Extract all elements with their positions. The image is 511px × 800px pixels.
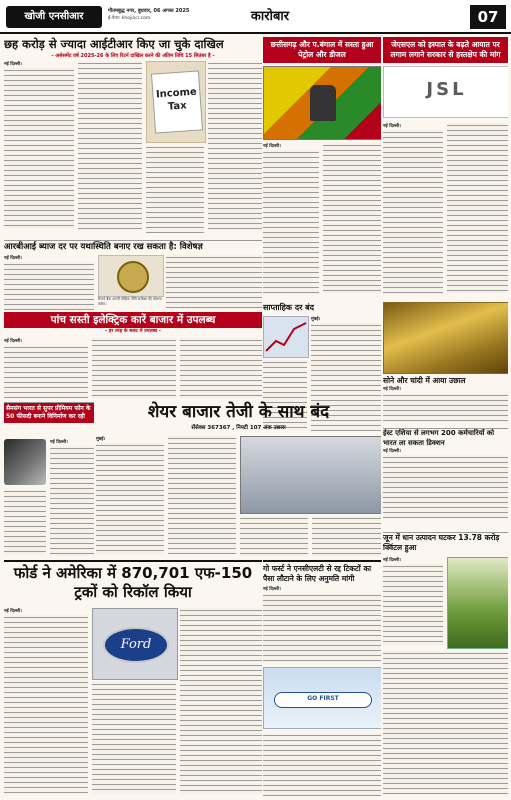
headline: ईस्ट एशिया से लगभग 200 कर्मचारियों को भारत ला सकता डिक्शन: [383, 429, 495, 447]
column-2: [78, 61, 142, 236]
byline: नई दिल्ली।: [4, 339, 22, 344]
article-gold: [383, 302, 508, 424]
gofirst-plane-image: [263, 667, 381, 729]
byline: नई दिल्ली।: [50, 440, 68, 445]
fuel-nozzle-icon: [310, 85, 336, 121]
headline: सैमसंग भारत से सुपर प्रीमियम फोन के 50 फीसदी बनाने विनिर्माण कर रही: [4, 403, 94, 423]
subhead: - असेसमेंट वर्ष 2025-26 के लिए रिटर्न दाखिल करने की अंतिम तिथि 15 सितंबर है -: [51, 53, 215, 59]
headline: फोर्ड ने अमेरिका में 870,701 एफ-150 ट्रकों को रिकॉल किया: [13, 564, 253, 601]
gold-image: [383, 302, 508, 374]
article-fdi: [383, 428, 508, 528]
byline: नई दिल्ली।: [383, 449, 401, 454]
rbi-caption: रिजर्व बैंक अपनी मौद्रिक नीति समीक्षा की घोषणा करेगा।: [98, 297, 162, 306]
article-rbi: [4, 240, 262, 310]
byline: नई दिल्ली।: [383, 387, 401, 392]
headline: शेयर बाजार तेजी के साथ बंद: [147, 402, 330, 422]
masthead-meta: [108, 7, 228, 27]
brand-title: खोजी एनसीआर: [24, 11, 84, 22]
masthead-epaper: ई-पेपर: khojincr.com: [108, 16, 151, 21]
byline: मुंबई।: [96, 437, 106, 442]
byline: नई दिल्ली।: [263, 144, 281, 149]
rbi-logo-image: [98, 255, 164, 297]
subhead: सेंसेक्स 367367 , निफ्टी 107 अंक उछला: [191, 425, 286, 431]
masthead: [0, 0, 511, 34]
paddy-field-image: [447, 557, 508, 649]
headline: सोने और चांदी में आया उछाल: [383, 376, 466, 385]
ford-oval-icon: [103, 627, 169, 663]
jsl-logo-image: [383, 66, 508, 118]
samsung-phone-image: [4, 439, 46, 485]
byline: मुंबई।: [311, 317, 321, 322]
article-jsl: [383, 37, 508, 299]
column-4: [208, 61, 262, 236]
column-1: [4, 61, 74, 236]
article-samsung: [4, 402, 94, 557]
subhead: - हर तरह के बजट में उपलब्ध -: [105, 329, 161, 334]
petrol-pump-image: [263, 66, 381, 140]
article-ev-cars: [4, 312, 262, 400]
headline: जेएसएल को इस्पात के बढ़ते आयात पर लगाम लगाने सरकार से हस्तक्षेप की मांग: [383, 37, 508, 63]
rbi-emblem-icon: [117, 261, 149, 293]
byline: नई दिल्ली।: [4, 609, 22, 614]
income-tax-image: [146, 61, 206, 143]
market-crowd-image: [240, 436, 381, 514]
headline: साप्ताहिक दर बंद: [263, 303, 314, 312]
byline: नई दिल्ली।: [263, 587, 281, 592]
article-market: [96, 400, 381, 558]
byline: नई दिल्ली।: [4, 62, 22, 67]
headline: पांच सस्ती इलेक्ट्रिक कारें बाजार में उपलब्ध: [4, 312, 262, 328]
masthead-brand: [6, 6, 102, 28]
byline: नई दिल्ली।: [383, 558, 401, 563]
article-petrol: [263, 37, 381, 299]
article-june: [383, 532, 508, 796]
trend-chart-icon: [264, 317, 308, 357]
masthead-date: गौतमबुद्ध नगर, बुधवार, 06 अगस्त 2025: [108, 8, 190, 14]
chart-image: [263, 316, 309, 358]
page-number: 07: [470, 5, 506, 29]
byline: नई दिल्ली।: [383, 124, 401, 129]
gofirst-logo-text: GO FIRST: [307, 695, 339, 702]
section-title: कारोबार: [250, 9, 290, 24]
jsl-logo-text: JSL: [426, 79, 467, 100]
image-label: Income Tax: [155, 86, 198, 113]
article-gofirst: [263, 560, 381, 796]
headline: गो फर्स्ट ने एनसीएलटी से रद्द टिकटों का पैसा लौटाने के लिए अनुमति मांगी: [263, 564, 372, 583]
headline: छत्तीसगढ़ और प.बंगाल में सस्ता हुआ पेट्रोल और डीजल: [263, 37, 381, 63]
article-ford: [4, 560, 262, 796]
headline: आरबीआई ब्याज दर पर यथास्थिति बनाए रख सकता है: विशेषज्ञ: [4, 242, 203, 252]
ford-logo-image: [92, 608, 178, 680]
headline: जून में धान उत्पादन घटकर 13.78 करोड़ क्विंटल हुआ: [383, 533, 500, 552]
ford-logo-text: Ford: [120, 637, 152, 652]
headline: छह करोड़ से ज्यादा आईटीआर किए जा चुके दाखिल: [4, 37, 224, 51]
byline: नई दिल्ली।: [4, 256, 22, 261]
article-it-returns: [4, 37, 262, 237]
column-3: [146, 145, 204, 235]
